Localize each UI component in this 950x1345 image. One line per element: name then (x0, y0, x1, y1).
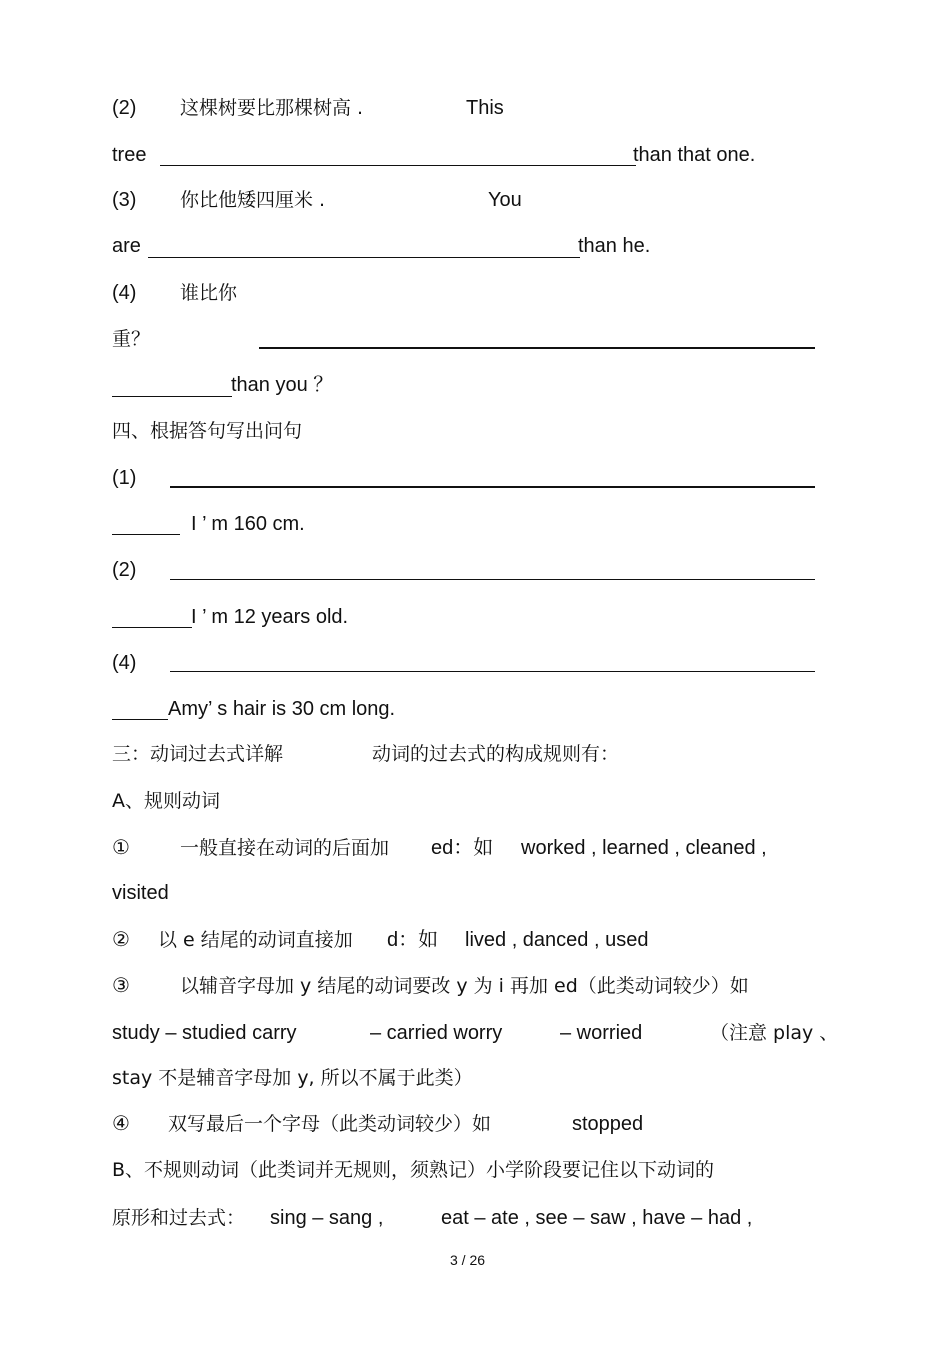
q2-chinese: 这棵树要比那棵树高 . (180, 97, 364, 119)
s4-item2-answer: I ’ m 12 years old. (191, 606, 349, 628)
section3-subtitle: 动词的过去式的构成规则有： (372, 743, 620, 765)
s4-item1-blank-start (112, 534, 180, 535)
rule1-mark: ① (112, 837, 130, 859)
q2-post: than that one. (633, 144, 756, 166)
irregular-lead: 原形和过去式： (112, 1207, 246, 1229)
s4-item1-blank (170, 486, 815, 488)
rule2-examples: lived , danced , used (465, 929, 649, 951)
s4-item1-answer: I ’ m 160 cm. (191, 513, 305, 535)
part-a-heading: A、规则动词 (112, 790, 220, 812)
rule1-examples: worked , learned , cleaned , (521, 837, 767, 859)
q4-blank-start (112, 396, 232, 397)
s4-item2-blank (170, 579, 815, 580)
q2-english-start: This (466, 97, 504, 119)
section4-title: 四、根据答句写出问句 (112, 420, 303, 442)
s4-item2-number: (2) (112, 559, 137, 581)
q3-english-start: You (488, 189, 522, 211)
rule2-d: d：如 (387, 929, 439, 951)
rule3-note: （注意 play 、 (710, 1022, 839, 1044)
s4-item1-number: (1) (112, 467, 137, 489)
q2-number: (2) (112, 97, 137, 119)
rule1-ed: ed：如 (431, 837, 494, 859)
q2-pre: tree (112, 144, 147, 166)
page-number: 3 / 26 (450, 1252, 486, 1268)
q4-blank (259, 347, 815, 349)
rule3-word3: – worried (560, 1022, 643, 1044)
q4-number: (4) (112, 282, 137, 304)
rule4-text: 双写最后一个字母（此类动词较少）如 (168, 1113, 492, 1135)
s4-item3-number: (4) (112, 652, 137, 674)
rule3-mark: ③ (112, 975, 130, 997)
q3-post: than he. (578, 235, 651, 257)
irregular-examples-2: eat – ate , see – saw , have – had , (441, 1207, 753, 1229)
q2-blank (160, 165, 636, 166)
q4-chinese-cont: 重？ (112, 328, 151, 350)
s4-item3-answer: Amy’ s hair is 30 cm long. (168, 698, 396, 720)
rule3-note-cont: stay 不是辅音字母加 y, 所以不属于此类） (112, 1067, 473, 1089)
irregular-examples-1: sing – sang , (270, 1207, 384, 1229)
q4-post: than you ？ (231, 374, 334, 396)
rule3-text: 以辅音字母加 y 结尾的动词要改 y 为 i 再加 ed（此类动词较少）如 (180, 975, 749, 997)
s4-item2-blank-start (112, 627, 192, 628)
rule1-examples-cont: visited (112, 882, 169, 904)
s4-item3-blank (170, 671, 815, 672)
q3-chinese: 你比他矮四厘米 . (180, 189, 326, 211)
q3-blank (148, 257, 580, 258)
rule4-example: stopped (572, 1113, 644, 1135)
rule2-mark: ② (112, 929, 130, 951)
rule3-word2: – carried worry (370, 1022, 503, 1044)
rule4-mark: ④ (112, 1113, 130, 1135)
rule2-text: 以 e 结尾的动词直接加 (158, 929, 353, 951)
section3-title: 三：动词过去式详解 (112, 743, 284, 765)
q4-chinese: 谁比你 (180, 282, 238, 304)
rule1-text: 一般直接在动词的后面加 (180, 837, 390, 859)
q3-number: (3) (112, 189, 137, 211)
rule3-word1: study – studied carry (112, 1022, 297, 1044)
q3-pre: are (112, 235, 141, 257)
s4-item3-blank-start (112, 719, 168, 720)
part-b-heading: B、不规则动词（此类词并无规则，须熟记）小学阶段要记住以下动词的 (112, 1159, 715, 1181)
